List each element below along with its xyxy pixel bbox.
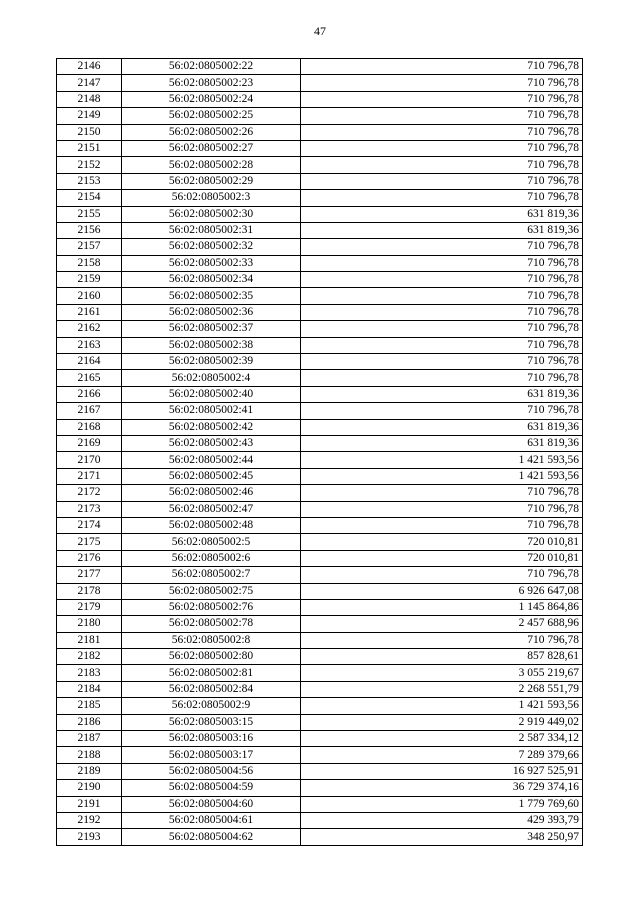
table-row bbox=[57, 681, 583, 697]
cadastral-value-cell: 631 819,36 bbox=[301, 435, 583, 451]
row-number-cell: 2155 bbox=[57, 206, 122, 222]
row-number-cell: 2158 bbox=[57, 255, 122, 271]
row-number-cell: 2159 bbox=[57, 272, 122, 288]
row-number-cell: 2164 bbox=[57, 354, 122, 370]
cadastral-value-cell: 1 421 593,56 bbox=[301, 452, 583, 468]
table-row bbox=[57, 517, 583, 533]
cadastral-value-cell: 631 819,36 bbox=[301, 419, 583, 435]
cadastral-number-cell: 56:02:0805004:62 bbox=[122, 829, 301, 845]
cadastral-number-cell: 56:02:0805002:35 bbox=[122, 288, 301, 304]
cadastral-value-cell: 16 927 525,91 bbox=[301, 763, 583, 779]
table-row bbox=[57, 468, 583, 484]
table-row bbox=[57, 419, 583, 435]
table-row bbox=[57, 567, 583, 583]
row-number-cell: 2176 bbox=[57, 550, 122, 566]
table-row bbox=[57, 649, 583, 665]
table-row bbox=[57, 632, 583, 648]
cadastral-number-cell: 56:02:0805002:5 bbox=[122, 534, 301, 550]
cadastral-value-cell: 710 796,78 bbox=[301, 632, 583, 648]
cadastral-number-cell: 56:02:0805002:80 bbox=[122, 649, 301, 665]
row-number-cell: 2173 bbox=[57, 501, 122, 517]
cadastral-value-cell: 36 729 374,16 bbox=[301, 780, 583, 796]
table-row bbox=[57, 812, 583, 828]
cadastral-number-cell: 56:02:0805002:3 bbox=[122, 190, 301, 206]
table-row bbox=[57, 403, 583, 419]
table-row bbox=[57, 501, 583, 517]
table-row bbox=[57, 452, 583, 468]
row-number-cell: 2181 bbox=[57, 632, 122, 648]
cadastral-number-cell: 56:02:0805002:44 bbox=[122, 452, 301, 468]
row-number-cell: 2172 bbox=[57, 485, 122, 501]
row-number-cell: 2154 bbox=[57, 190, 122, 206]
table-row bbox=[57, 665, 583, 681]
cadastral-number-cell: 56:02:0805002:47 bbox=[122, 501, 301, 517]
row-number-cell: 2188 bbox=[57, 747, 122, 763]
table-row bbox=[57, 747, 583, 763]
cadastral-number-cell: 56:02:0805002:24 bbox=[122, 91, 301, 107]
row-number-cell: 2180 bbox=[57, 616, 122, 632]
cadastral-value-cell: 2 919 449,02 bbox=[301, 714, 583, 730]
cadastral-value-cell: 7 289 379,66 bbox=[301, 747, 583, 763]
table-row bbox=[57, 75, 583, 91]
row-number-cell: 2166 bbox=[57, 386, 122, 402]
table-row bbox=[57, 108, 583, 124]
cadastral-value-cell: 631 819,36 bbox=[301, 206, 583, 222]
cadastral-number-cell: 56:02:0805002:78 bbox=[122, 616, 301, 632]
cadastral-value-cell: 710 796,78 bbox=[301, 354, 583, 370]
table-body bbox=[57, 59, 583, 846]
cadastral-value-cell: 710 796,78 bbox=[301, 337, 583, 353]
row-number-cell: 2174 bbox=[57, 517, 122, 533]
row-number-cell: 2167 bbox=[57, 403, 122, 419]
table-row bbox=[57, 239, 583, 255]
cadastral-value-cell: 710 796,78 bbox=[301, 370, 583, 386]
cadastral-value-cell: 1 145 864,86 bbox=[301, 599, 583, 615]
cadastral-number-cell: 56:02:0805002:45 bbox=[122, 468, 301, 484]
row-number-cell: 2192 bbox=[57, 812, 122, 828]
table-row bbox=[57, 714, 583, 730]
table-row bbox=[57, 599, 583, 615]
row-number-cell: 2171 bbox=[57, 468, 122, 484]
cadastral-value-cell: 1 421 593,56 bbox=[301, 698, 583, 714]
table-row bbox=[57, 272, 583, 288]
table-row bbox=[57, 288, 583, 304]
row-number-cell: 2187 bbox=[57, 731, 122, 747]
row-number-cell: 2156 bbox=[57, 222, 122, 238]
table-row bbox=[57, 763, 583, 779]
cadastral-number-cell: 56:02:0805002:34 bbox=[122, 272, 301, 288]
cadastral-value-cell: 1 421 593,56 bbox=[301, 468, 583, 484]
cadastral-value-cell: 710 796,78 bbox=[301, 108, 583, 124]
row-number-cell: 2170 bbox=[57, 452, 122, 468]
cadastral-value-cell: 710 796,78 bbox=[301, 272, 583, 288]
cadastral-number-cell: 56:02:0805004:56 bbox=[122, 763, 301, 779]
cadastral-number-cell: 56:02:0805002:28 bbox=[122, 157, 301, 173]
row-number-cell: 2163 bbox=[57, 337, 122, 353]
cadastral-value-cell: 710 796,78 bbox=[301, 75, 583, 91]
cadastral-value-cell: 710 796,78 bbox=[301, 255, 583, 271]
row-number-cell: 2177 bbox=[57, 567, 122, 583]
cadastral-value-cell: 857 828,61 bbox=[301, 649, 583, 665]
cadastral-value-cell: 720 010,81 bbox=[301, 534, 583, 550]
cadastral-value-cell: 710 796,78 bbox=[301, 91, 583, 107]
table-row bbox=[57, 731, 583, 747]
cadastral-value-cell: 2 457 688,96 bbox=[301, 616, 583, 632]
row-number-cell: 2151 bbox=[57, 140, 122, 156]
cadastral-number-cell: 56:02:0805002:9 bbox=[122, 698, 301, 714]
cadastral-value-cell: 710 796,78 bbox=[301, 157, 583, 173]
table-row bbox=[57, 370, 583, 386]
cadastral-number-cell: 56:02:0805002:25 bbox=[122, 108, 301, 124]
cadastral-value-cell: 1 779 769,60 bbox=[301, 796, 583, 812]
cadastral-number-cell: 56:02:0805002:22 bbox=[122, 59, 301, 75]
table-row bbox=[57, 616, 583, 632]
table-row bbox=[57, 140, 583, 156]
row-number-cell: 2179 bbox=[57, 599, 122, 615]
cadastral-value-cell: 631 819,36 bbox=[301, 222, 583, 238]
table-row bbox=[57, 157, 583, 173]
table-row bbox=[57, 222, 583, 238]
row-number-cell: 2162 bbox=[57, 321, 122, 337]
table-row bbox=[57, 550, 583, 566]
cadastral-number-cell: 56:02:0805002:32 bbox=[122, 239, 301, 255]
table-row bbox=[57, 354, 583, 370]
row-number-cell: 2169 bbox=[57, 435, 122, 451]
table-row bbox=[57, 780, 583, 796]
cadastral-number-cell: 56:02:0805002:76 bbox=[122, 599, 301, 615]
table-row bbox=[57, 321, 583, 337]
cadastral-value-cell: 710 796,78 bbox=[301, 567, 583, 583]
table-row bbox=[57, 304, 583, 320]
row-number-cell: 2168 bbox=[57, 419, 122, 435]
table-row bbox=[57, 829, 583, 845]
cadastral-number-cell: 56:02:0805002:81 bbox=[122, 665, 301, 681]
row-number-cell: 2165 bbox=[57, 370, 122, 386]
cadastral-number-cell: 56:02:0805002:4 bbox=[122, 370, 301, 386]
table-row bbox=[57, 386, 583, 402]
cadastral-value-cell: 720 010,81 bbox=[301, 550, 583, 566]
row-number-cell: 2183 bbox=[57, 665, 122, 681]
table-row bbox=[57, 124, 583, 140]
table-row bbox=[57, 534, 583, 550]
cadastral-value-table bbox=[56, 58, 583, 846]
cadastral-number-cell: 56:02:0805002:48 bbox=[122, 517, 301, 533]
cadastral-number-cell: 56:02:0805002:37 bbox=[122, 321, 301, 337]
table-row bbox=[57, 173, 583, 189]
row-number-cell: 2175 bbox=[57, 534, 122, 550]
row-number-cell: 2147 bbox=[57, 75, 122, 91]
row-number-cell: 2157 bbox=[57, 239, 122, 255]
cadastral-number-cell: 56:02:0805002:23 bbox=[122, 75, 301, 91]
row-number-cell: 2185 bbox=[57, 698, 122, 714]
cadastral-value-cell: 429 393,79 bbox=[301, 812, 583, 828]
cadastral-value-cell: 710 796,78 bbox=[301, 59, 583, 75]
cadastral-number-cell: 56:02:0805002:38 bbox=[122, 337, 301, 353]
cadastral-number-cell: 56:02:0805002:6 bbox=[122, 550, 301, 566]
cadastral-number-cell: 56:02:0805002:84 bbox=[122, 681, 301, 697]
row-number-cell: 2150 bbox=[57, 124, 122, 140]
cadastral-number-cell: 56:02:0805002:8 bbox=[122, 632, 301, 648]
cadastral-value-cell: 710 796,78 bbox=[301, 485, 583, 501]
cadastral-value-cell: 2 587 334,12 bbox=[301, 731, 583, 747]
row-number-cell: 2190 bbox=[57, 780, 122, 796]
cadastral-number-cell: 56:02:0805003:16 bbox=[122, 731, 301, 747]
row-number-cell: 2148 bbox=[57, 91, 122, 107]
cadastral-number-cell: 56:02:0805003:17 bbox=[122, 747, 301, 763]
cadastral-value-cell: 710 796,78 bbox=[301, 239, 583, 255]
cadastral-number-cell: 56:02:0805002:31 bbox=[122, 222, 301, 238]
cadastral-value-cell: 6 926 647,08 bbox=[301, 583, 583, 599]
cadastral-number-cell: 56:02:0805002:41 bbox=[122, 403, 301, 419]
cadastral-value-cell: 710 796,78 bbox=[301, 501, 583, 517]
table-row bbox=[57, 583, 583, 599]
cadastral-number-cell: 56:02:0805002:36 bbox=[122, 304, 301, 320]
cadastral-number-cell: 56:02:0805004:61 bbox=[122, 812, 301, 828]
table-row bbox=[57, 796, 583, 812]
cadastral-number-cell: 56:02:0805002:29 bbox=[122, 173, 301, 189]
cadastral-number-cell: 56:02:0805002:43 bbox=[122, 435, 301, 451]
row-number-cell: 2149 bbox=[57, 108, 122, 124]
cadastral-number-cell: 56:02:0805002:40 bbox=[122, 386, 301, 402]
cadastral-number-cell: 56:02:0805004:59 bbox=[122, 780, 301, 796]
cadastral-value-cell: 710 796,78 bbox=[301, 304, 583, 320]
cadastral-number-cell: 56:02:0805002:26 bbox=[122, 124, 301, 140]
row-number-cell: 2193 bbox=[57, 829, 122, 845]
table-row bbox=[57, 435, 583, 451]
row-number-cell: 2153 bbox=[57, 173, 122, 189]
cadastral-number-cell: 56:02:0805002:39 bbox=[122, 354, 301, 370]
cadastral-number-cell: 56:02:0805002:30 bbox=[122, 206, 301, 222]
cadastral-value-cell: 710 796,78 bbox=[301, 517, 583, 533]
row-number-cell: 2182 bbox=[57, 649, 122, 665]
table-row bbox=[57, 91, 583, 107]
table-row bbox=[57, 485, 583, 501]
cadastral-number-cell: 56:02:0805002:46 bbox=[122, 485, 301, 501]
cadastral-value-cell: 2 268 551,79 bbox=[301, 681, 583, 697]
table-row bbox=[57, 190, 583, 206]
row-number-cell: 2161 bbox=[57, 304, 122, 320]
cadastral-value-cell: 710 796,78 bbox=[301, 288, 583, 304]
table-row bbox=[57, 698, 583, 714]
cadastral-number-cell: 56:02:0805002:7 bbox=[122, 567, 301, 583]
cadastral-value-cell: 348 250,97 bbox=[301, 829, 583, 845]
cadastral-value-cell: 710 796,78 bbox=[301, 124, 583, 140]
cadastral-number-cell: 56:02:0805002:42 bbox=[122, 419, 301, 435]
table-row bbox=[57, 59, 583, 75]
cadastral-value-cell: 710 796,78 bbox=[301, 140, 583, 156]
row-number-cell: 2146 bbox=[57, 59, 122, 75]
row-number-cell: 2191 bbox=[57, 796, 122, 812]
page-number: 47 bbox=[314, 24, 326, 38]
cadastral-value-cell: 710 796,78 bbox=[301, 190, 583, 206]
cadastral-value-cell: 710 796,78 bbox=[301, 173, 583, 189]
cadastral-number-cell: 56:02:0805002:75 bbox=[122, 583, 301, 599]
row-number-cell: 2152 bbox=[57, 157, 122, 173]
row-number-cell: 2160 bbox=[57, 288, 122, 304]
cadastral-value-cell: 631 819,36 bbox=[301, 386, 583, 402]
table-row bbox=[57, 337, 583, 353]
cadastral-value-cell: 3 055 219,67 bbox=[301, 665, 583, 681]
cadastral-number-cell: 56:02:0805002:33 bbox=[122, 255, 301, 271]
cadastral-number-cell: 56:02:0805002:27 bbox=[122, 140, 301, 156]
row-number-cell: 2184 bbox=[57, 681, 122, 697]
row-number-cell: 2178 bbox=[57, 583, 122, 599]
row-number-cell: 2189 bbox=[57, 763, 122, 779]
row-number-cell: 2186 bbox=[57, 714, 122, 730]
table-row bbox=[57, 255, 583, 271]
cadastral-value-cell: 710 796,78 bbox=[301, 403, 583, 419]
cadastral-number-cell: 56:02:0805004:60 bbox=[122, 796, 301, 812]
cadastral-value-cell: 710 796,78 bbox=[301, 321, 583, 337]
cadastral-number-cell: 56:02:0805003:15 bbox=[122, 714, 301, 730]
table-row bbox=[57, 206, 583, 222]
